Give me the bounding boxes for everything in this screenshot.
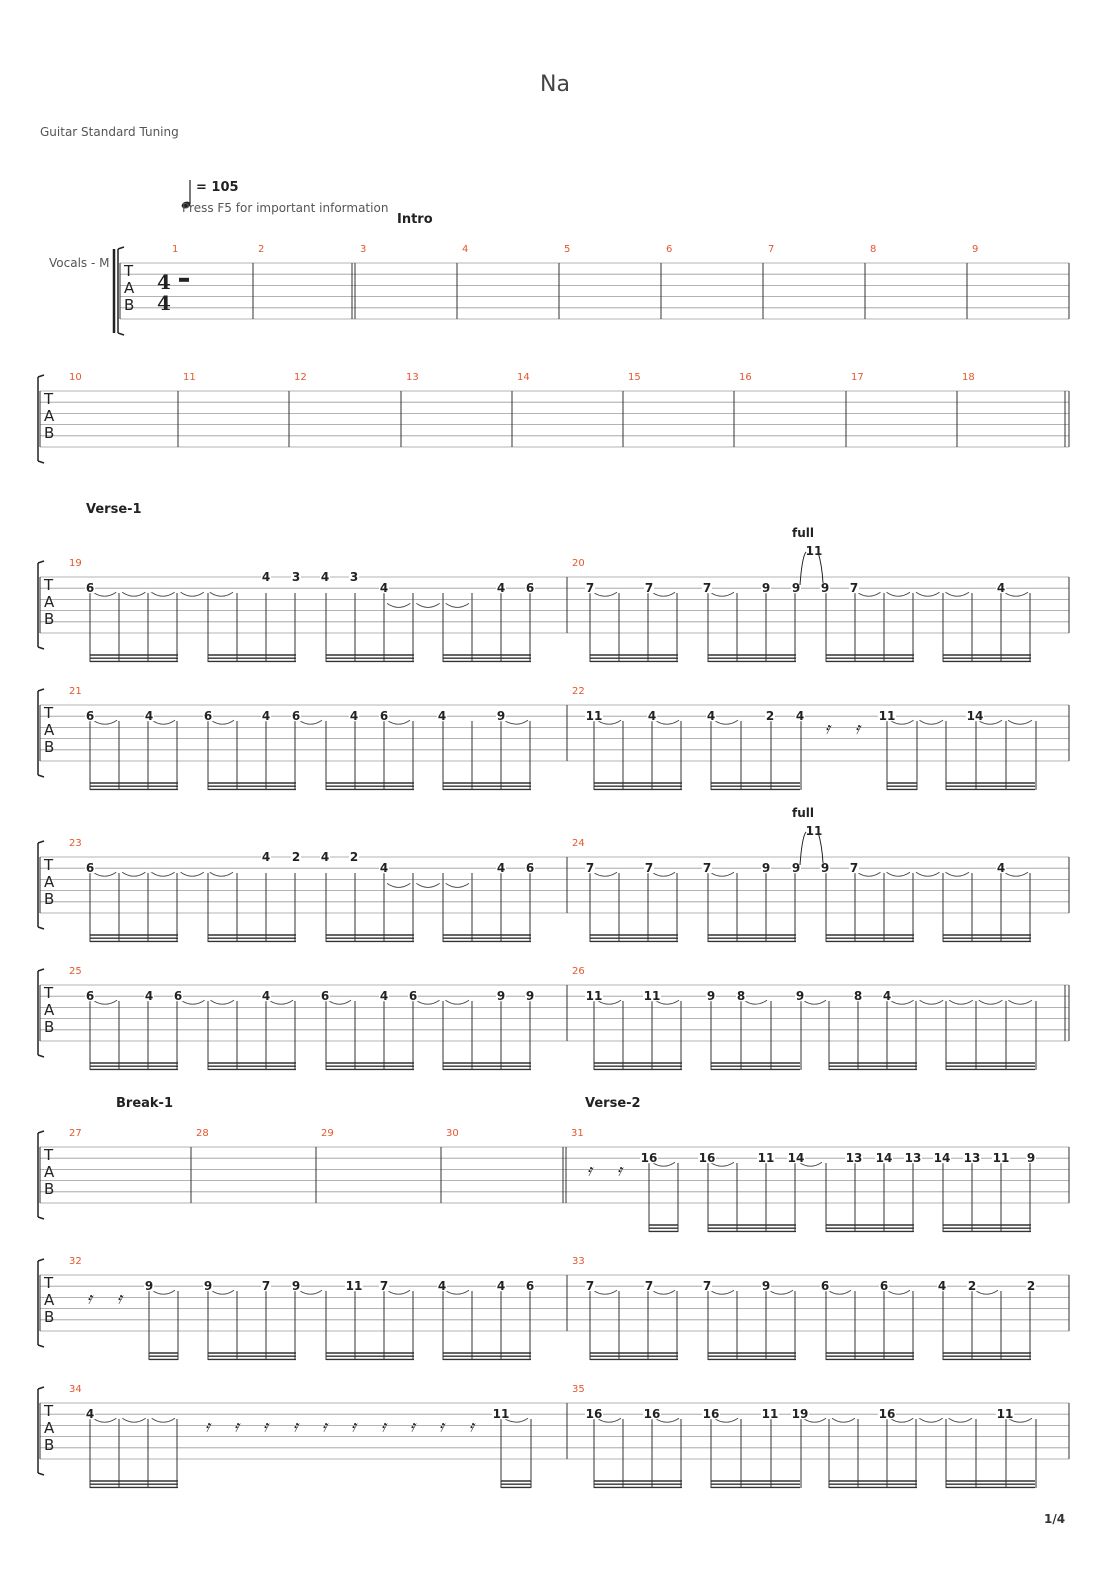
fret-number: 6 <box>173 989 183 1004</box>
bar-number: 4 <box>462 244 469 255</box>
note-tie <box>920 720 944 724</box>
tab-clef-letter: B <box>44 424 55 442</box>
fret-number: 9 <box>791 581 801 596</box>
page-number: 1/4 <box>1044 1512 1066 1526</box>
note-tie <box>181 592 204 596</box>
tempo-info-text: Press F5 for important information <box>182 201 389 215</box>
note-tie <box>181 872 204 876</box>
note-tie <box>93 1418 116 1422</box>
fret-number: 6 <box>85 989 95 1004</box>
tab-clef-letter: T <box>44 1402 54 1420</box>
note-tie <box>710 872 734 876</box>
note-tie <box>652 872 675 876</box>
fret-number: 11 <box>878 709 896 724</box>
note-tie <box>979 1000 1003 1004</box>
note-tie <box>211 720 234 724</box>
time-signature-bottom: 4 <box>157 291 171 315</box>
fret-number: 6 <box>320 989 330 1004</box>
note-tie <box>946 872 970 876</box>
fret-number: 9 <box>203 1279 213 1294</box>
tab-clef-letter: A <box>44 407 55 425</box>
note-tie <box>122 872 145 876</box>
bar-number: 8 <box>870 244 877 255</box>
bar-number: 35 <box>572 1384 585 1395</box>
fret-number: 6 <box>291 709 301 724</box>
fret-number: 7 <box>849 861 859 876</box>
fret-number: 16 <box>585 1407 603 1422</box>
fret-number: 9 <box>761 581 771 596</box>
fret-number: 14 <box>787 1151 805 1166</box>
tab-clef-letter: B <box>44 1308 55 1326</box>
note-tie <box>445 1290 469 1294</box>
fret-number: 2 <box>1026 1279 1036 1294</box>
tab-clef-letter: B <box>44 1018 55 1036</box>
note-tie <box>857 592 881 596</box>
bar-number: 27 <box>69 1128 82 1139</box>
sixteenth-rest: 𝄿 <box>825 718 830 738</box>
note-tie <box>122 1418 145 1422</box>
section-label: Intro <box>397 212 433 227</box>
note-tie <box>416 1000 440 1004</box>
note-tie <box>122 592 145 596</box>
fret-number: 13 <box>904 1151 922 1166</box>
fret-number: 4 <box>996 581 1006 596</box>
sixteenth-rest: 𝄿 <box>205 1416 210 1436</box>
fret-number: 9 <box>525 989 535 1004</box>
bar-number: 9 <box>972 244 979 255</box>
note-tie <box>887 1290 910 1294</box>
note-tie <box>93 592 116 596</box>
bar-number: 18 <box>962 372 975 383</box>
fret-number: 9 <box>791 861 801 876</box>
fret-number: 6 <box>379 709 389 724</box>
tab-clef-letter: T <box>44 390 54 408</box>
bar-number: 16 <box>739 372 752 383</box>
fret-number: 7 <box>644 1279 654 1294</box>
fret-number: 4 <box>706 709 716 724</box>
section-label: Verse-1 <box>86 502 142 517</box>
tab-clef-letter: T <box>44 984 54 1002</box>
fret-number: 8 <box>736 989 746 1004</box>
fret-number: 4 <box>261 850 271 864</box>
bar-number: 25 <box>69 966 82 977</box>
fret-number: 4 <box>261 709 271 724</box>
fret-number: 6 <box>525 1279 535 1294</box>
fret-number: 11 <box>345 1279 363 1294</box>
note-tie <box>828 1290 851 1294</box>
fret-number: 9 <box>820 581 830 596</box>
fret-number: 7 <box>702 581 712 596</box>
fret-number: 9 <box>1026 1151 1036 1166</box>
note-tie <box>416 883 439 887</box>
note-tie <box>652 1290 675 1294</box>
note-tie <box>210 592 233 596</box>
fret-number: 8 <box>853 989 863 1004</box>
fret-number: 7 <box>849 581 859 596</box>
note-tie <box>93 720 117 724</box>
time-signature-top: 4 <box>157 270 171 294</box>
bar-number: 30 <box>446 1128 459 1139</box>
tab-clef-letter: B <box>44 1436 55 1454</box>
note-tie <box>93 1000 117 1004</box>
fret-number: 4 <box>320 570 330 584</box>
fret-number: 9 <box>496 989 506 1004</box>
fret-number: 7 <box>702 861 712 876</box>
fret-number: 9 <box>795 989 805 1004</box>
fret-number: 9 <box>761 1279 771 1294</box>
fret-number: 9 <box>144 1279 154 1294</box>
note-tie <box>446 603 469 607</box>
tab-clef-letter: A <box>44 1291 55 1309</box>
bend-label: full <box>792 806 814 820</box>
fret-number: 7 <box>644 861 654 876</box>
note-tie <box>299 720 322 724</box>
sixteenth-rest: 𝄿 <box>351 1416 356 1436</box>
note-tie <box>152 720 175 724</box>
fret-number: 6 <box>408 989 418 1004</box>
fret-number: 6 <box>525 581 535 596</box>
bar-number: 12 <box>294 372 307 383</box>
fret-number: 11 <box>643 989 661 1004</box>
sixteenth-rest: 𝄿 <box>322 1416 327 1436</box>
note-tie <box>832 1418 855 1422</box>
fret-number: 16 <box>698 1151 716 1166</box>
fret-number: 9 <box>820 861 830 876</box>
note-tie <box>151 592 174 596</box>
fret-number: 16 <box>702 1407 720 1422</box>
fret-number: 4 <box>496 581 506 596</box>
fret-number: 4 <box>996 861 1006 876</box>
fret-number: 11 <box>585 709 603 724</box>
bar-number: 15 <box>628 372 641 383</box>
note-tie <box>387 720 410 724</box>
note-tie <box>949 1000 973 1004</box>
note-tie <box>269 1000 293 1004</box>
sixteenth-rest: 𝄿 <box>263 1416 268 1436</box>
bend-label: full <box>792 526 814 540</box>
note-tie <box>151 872 174 876</box>
note-tie <box>1008 720 1032 724</box>
fret-number: 6 <box>879 1279 889 1294</box>
fret-number: 4 <box>437 1279 447 1294</box>
fret-number: 14 <box>933 1151 951 1166</box>
sixteenth-rest: 𝄿 <box>617 1160 622 1180</box>
fret-number: 6 <box>203 709 213 724</box>
fret-number: 6 <box>85 581 95 596</box>
note-tie <box>1008 1000 1032 1004</box>
tab-clef-letter: T <box>44 1274 54 1292</box>
bar-number: 10 <box>69 372 82 383</box>
note-tie <box>916 872 940 876</box>
fret-number: 9 <box>706 989 716 1004</box>
tab-clef-letter: T <box>124 262 134 280</box>
note-tie <box>211 1000 235 1004</box>
bar-number: 7 <box>768 244 775 255</box>
fret-number: 11 <box>761 1407 779 1422</box>
note-tie <box>920 1000 944 1004</box>
fret-number: 7 <box>644 581 654 596</box>
note-tie <box>181 1000 205 1004</box>
bar-number: 11 <box>183 372 196 383</box>
note-tie <box>446 883 469 887</box>
fret-number: 9 <box>761 861 771 876</box>
note-tie <box>387 1290 410 1294</box>
note-tie <box>328 1000 351 1004</box>
bar-number: 19 <box>69 558 82 569</box>
note-tie <box>919 1418 942 1422</box>
fret-number: 4 <box>349 709 359 724</box>
half-rest <box>179 278 189 282</box>
bar-number: 28 <box>196 1128 209 1139</box>
fret-number: 2 <box>765 709 775 724</box>
tab-clef-letter: A <box>44 1419 55 1437</box>
fret-number: 3 <box>349 570 359 584</box>
note-tie <box>710 1290 734 1294</box>
tab-clef-letter: A <box>44 721 55 739</box>
fret-number: 3 <box>291 570 301 584</box>
fret-number: 9 <box>496 709 506 724</box>
note-tie <box>93 872 116 876</box>
tempo-marking: = 105 <box>196 180 239 195</box>
fret-number: 14 <box>966 709 984 724</box>
note-tie <box>949 1418 972 1422</box>
tab-clef-letter: T <box>44 576 54 594</box>
tab-clef-letter: B <box>44 890 55 908</box>
sixteenth-rest: 𝄿 <box>234 1416 239 1436</box>
fret-number: 14 <box>875 1151 893 1166</box>
tab-clef-letter: A <box>44 593 55 611</box>
note-tie <box>887 592 911 596</box>
fret-number: 4 <box>85 1407 95 1422</box>
bar-number: 34 <box>69 1384 82 1395</box>
fret-number: 7 <box>585 581 595 596</box>
note-tie <box>655 720 679 724</box>
fret-number: 19 <box>791 1407 809 1422</box>
fret-number: 16 <box>878 1407 896 1422</box>
sixteenth-rest: 𝄿 <box>855 718 860 738</box>
note-tie <box>1004 872 1028 876</box>
fret-number: 4 <box>379 989 389 1004</box>
note-tie <box>593 872 617 876</box>
track-name: Vocals - M <box>49 256 110 270</box>
bar-number: 2 <box>258 244 265 255</box>
sixteenth-rest: 𝄿 <box>410 1416 415 1436</box>
fret-number: 16 <box>640 1151 658 1166</box>
fret-number: 4 <box>937 1279 947 1294</box>
fret-number: 11 <box>992 1151 1010 1166</box>
fret-number: 6 <box>85 709 95 724</box>
note-tie <box>593 592 617 596</box>
fret-number: 4 <box>647 709 657 724</box>
fret-number: 11 <box>757 1151 775 1166</box>
sixteenth-rest: 𝄿 <box>87 1288 92 1308</box>
bar-number: 3 <box>360 244 367 255</box>
fret-number: 4 <box>496 1279 506 1294</box>
fret-number: 7 <box>585 861 595 876</box>
tab-clef-letter: B <box>124 296 135 314</box>
note-tie <box>710 592 734 596</box>
fret-number: 2 <box>967 1279 977 1294</box>
fret-number: 4 <box>144 989 154 1004</box>
bar-number: 17 <box>851 372 864 383</box>
fret-number: 4 <box>379 581 389 596</box>
fret-number: 4 <box>320 850 330 864</box>
bar-number: 21 <box>69 686 82 697</box>
note-tie <box>387 603 410 607</box>
bar-number: 24 <box>572 838 585 849</box>
fret-number: 13 <box>963 1151 981 1166</box>
fret-number: 4 <box>144 709 154 724</box>
fret-number: 4 <box>496 861 506 876</box>
note-tie <box>593 1290 617 1294</box>
fret-number: 7 <box>379 1279 389 1294</box>
sixteenth-rest: 𝄿 <box>587 1160 592 1180</box>
fret-number: 4 <box>379 861 389 876</box>
note-tie <box>504 720 528 724</box>
bar-number: 31 <box>571 1128 584 1139</box>
note-tie <box>946 592 970 596</box>
sixteenth-rest: 𝄿 <box>117 1288 122 1308</box>
bar-number: 14 <box>517 372 530 383</box>
note-tie <box>416 603 439 607</box>
tab-clef-letter: A <box>124 279 135 297</box>
sixteenth-rest: 𝄿 <box>381 1416 386 1436</box>
note-tie <box>714 720 738 724</box>
fret-number: 4 <box>795 709 805 724</box>
tab-clef-letter: B <box>44 738 55 756</box>
tab-clef-letter: T <box>44 1146 54 1164</box>
bar-number: 20 <box>572 558 585 569</box>
fret-number: 11 <box>492 1407 510 1422</box>
bar-number: 6 <box>666 244 673 255</box>
sixteenth-rest: 𝄿 <box>293 1416 298 1436</box>
tab-clef-letter: T <box>44 704 54 722</box>
bar-number: 23 <box>69 838 82 849</box>
fret-number: 6 <box>525 861 535 876</box>
bend-fret: 11 <box>805 824 823 838</box>
tab-clef-letter: A <box>44 873 55 891</box>
bar-number: 1 <box>172 244 179 255</box>
tab-clef-letter: A <box>44 1001 55 1019</box>
fret-number: 7 <box>261 1279 271 1294</box>
note-tie <box>744 1000 767 1004</box>
fret-number: 7 <box>702 1279 712 1294</box>
note-tie <box>152 1418 175 1422</box>
bar-number: 5 <box>564 244 571 255</box>
note-tie <box>975 1290 998 1294</box>
note-tie <box>299 1290 322 1294</box>
fret-number: 4 <box>437 709 447 724</box>
note-tie <box>916 592 940 596</box>
note-tie <box>652 592 675 596</box>
bar-number: 33 <box>572 1256 585 1267</box>
fret-number: 6 <box>85 861 95 876</box>
bar-number: 26 <box>572 966 585 977</box>
bar-number: 29 <box>321 1128 334 1139</box>
note-tie <box>769 1290 793 1294</box>
note-tie <box>387 883 410 887</box>
tab-clef-letter: B <box>44 1180 55 1198</box>
note-tie <box>887 872 911 876</box>
note-tie <box>152 1290 175 1294</box>
fret-number: 6 <box>820 1279 830 1294</box>
note-tie <box>446 1000 470 1004</box>
fret-number: 9 <box>291 1279 301 1294</box>
tab-clef-letter: A <box>44 1163 55 1181</box>
sixteenth-rest: 𝄿 <box>469 1416 474 1436</box>
note-tie <box>210 872 233 876</box>
note-tie <box>211 1290 234 1294</box>
bar-number: 32 <box>69 1256 82 1267</box>
fret-number: 16 <box>643 1407 661 1422</box>
fret-number: 2 <box>291 850 301 864</box>
tuning-label: Guitar Standard Tuning <box>40 125 179 139</box>
fret-number: 13 <box>845 1151 863 1166</box>
fret-number: 2 <box>349 850 359 864</box>
note-tie <box>857 872 881 876</box>
fret-number: 4 <box>882 989 892 1004</box>
fret-number: 4 <box>261 570 271 584</box>
note-tie <box>803 1000 826 1004</box>
fret-number: 7 <box>585 1279 595 1294</box>
bend-fret: 11 <box>805 544 823 558</box>
bar-number: 22 <box>572 686 585 697</box>
tab-clef-letter: B <box>44 610 55 628</box>
section-label: Break-1 <box>116 1096 173 1111</box>
note-tie <box>890 1000 914 1004</box>
sixteenth-rest: 𝄿 <box>439 1416 444 1436</box>
fret-number: 11 <box>996 1407 1014 1422</box>
song-title: Na <box>540 72 570 97</box>
fret-number: 11 <box>585 989 603 1004</box>
section-label: Verse-2 <box>585 1096 641 1111</box>
tab-clef-letter: T <box>44 856 54 874</box>
note-tie <box>1004 592 1028 596</box>
bar-number: 13 <box>406 372 419 383</box>
fret-number: 4 <box>261 989 271 1004</box>
